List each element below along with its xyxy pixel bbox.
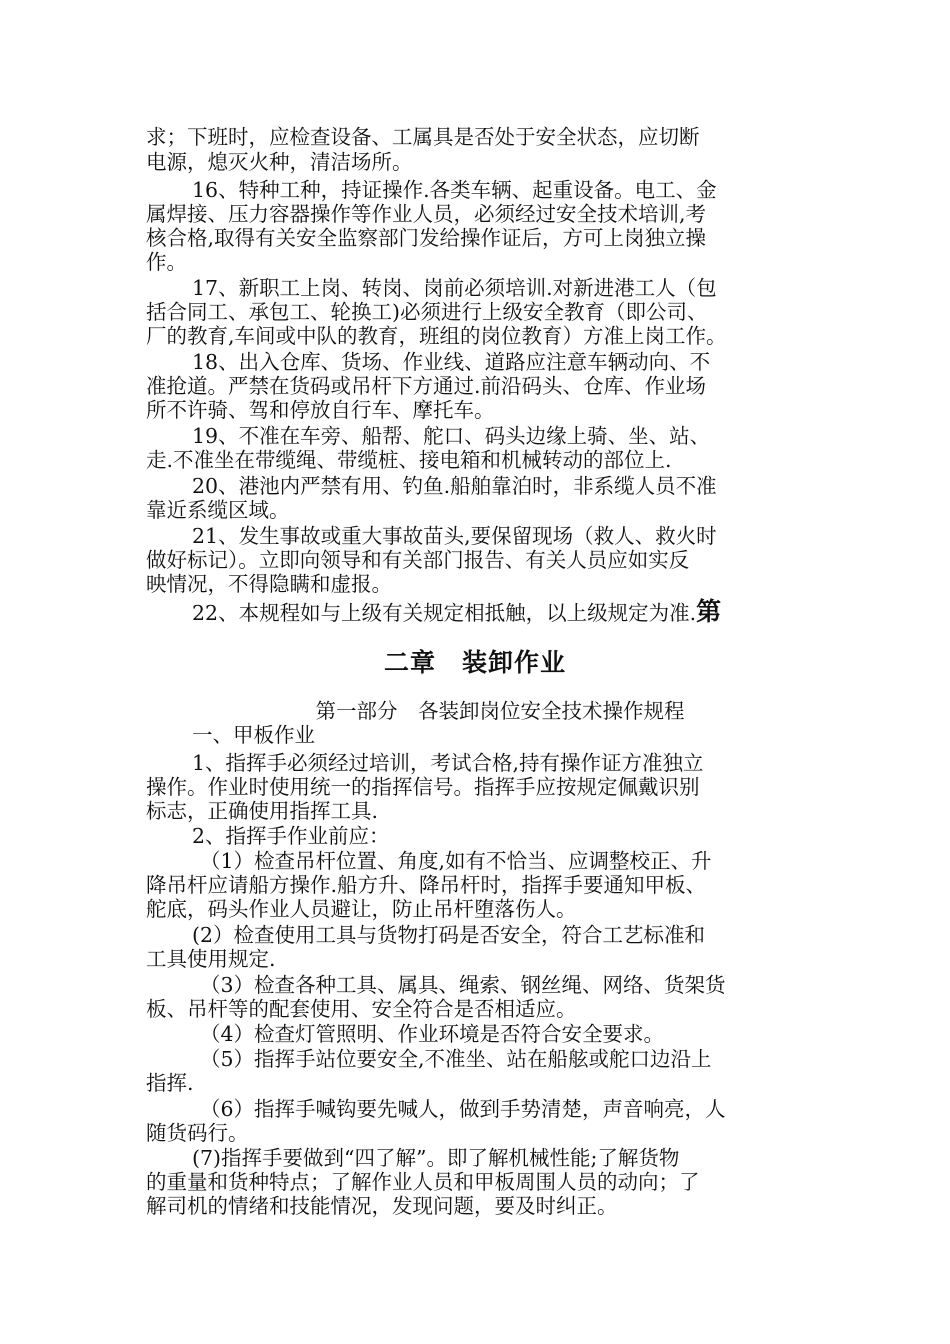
text-line: 21、发生事故或重大事故苗头,要保留现场（救人、救火时 xyxy=(192,524,717,548)
text-line: 舵底，码头作业人员避让，防止吊杆堕落伤人。 xyxy=(146,897,577,921)
text-line: 所不许骑、驾和停放自行车、摩托车。 xyxy=(146,398,495,422)
text-line: 厂的教育,车间或中队的教育，班组的岗位教育）方准上岗工作。 xyxy=(146,324,727,348)
text-line: 20、港池内严禁有用、钓鱼.船舶靠泊时，非系缆人员不准 xyxy=(192,474,717,498)
text-line: 22、本规程如与上级有关规定相抵触，以上级规定为准. xyxy=(192,601,697,625)
text-line: 指挥. xyxy=(146,1071,194,1095)
text-line: 1、指挥手必须经过培训，考试合格,持有操作证方准独立 xyxy=(192,751,704,775)
text-line: 工具使用规定. xyxy=(146,947,276,971)
text-line: 19、不准在车旁、船帮、舵口、码头边缘上骑、坐、站、 xyxy=(192,424,711,448)
text-line: 准抢道。严禁在货码或吊杆下方通过.前沿码头、仓库、作业场 xyxy=(146,374,707,398)
text-line: 解司机的情绪和技能情况，发现问题，要及时纠正。 xyxy=(146,1194,618,1218)
text-line: (2）检查使用工具与货物打码是否安全，符合工艺标准和 xyxy=(192,923,706,947)
text-line: 的重量和货种特点；了解作业人员和甲板周围人员的动向；了 xyxy=(146,1170,700,1194)
text-line: 标志，正确使用指挥工具. xyxy=(146,799,379,823)
text-line: 随货码行。 xyxy=(146,1121,249,1145)
text-line: （4）检查灯管照明、作业环境是否符合安全要求。 xyxy=(200,1022,665,1046)
text-line: 电源，熄灭火种，清洁场所。 xyxy=(146,150,413,174)
chapter-title-prefix: 第 xyxy=(696,597,723,626)
text-line: 作。 xyxy=(146,250,187,274)
text-line: 17、新职工上岗、转岗、岗前必须培训.对新进港工人（包 xyxy=(192,276,717,300)
text-line: 做好标记）。立即向领导和有关部门报告、有关人员应如实反 xyxy=(146,548,690,572)
section-title: 第一部分 各装卸岗位安全技术操作规程 xyxy=(315,699,685,723)
text-line: 靠近系缆区域。 xyxy=(146,498,290,522)
text-line: （5）指挥手站位要安全,不准坐、站在船舷或舵口边沿上 xyxy=(200,1047,712,1071)
text-line: 18、出入仓库、货场、作业线、道路应注意车辆动向、不 xyxy=(192,350,711,374)
text-line: 括合同工、承包工、轮换工)必须进行上级安全教育（即公司、 xyxy=(146,300,708,324)
text-line: 属焊接、压力容器操作等作业人员，必须经过安全技术培训,考 xyxy=(146,202,707,226)
text-line: （6）指挥手喊钩要先喊人，做到手势清楚，声音响亮，人 xyxy=(200,1097,726,1121)
text-line: 走.不准坐在带缆绳、带缆桩、接电箱和机械转动的部位上. xyxy=(146,448,672,472)
text-line: 操作。作业时使用统一的指挥信号。指挥手应按规定佩戴识别 xyxy=(146,775,700,799)
last-rule-line xyxy=(192,597,723,626)
subsection-heading: 一、甲板作业 xyxy=(192,723,315,747)
text-line: 16、特种工种，持证操作.各类车辆、起重设备。电工、金 xyxy=(192,178,717,202)
text-line: (7)指挥手要做到“四了解”。即了解机械性能;了解货物 xyxy=(192,1146,680,1170)
text-line: 映情况，不得隐瞒和虚报。 xyxy=(146,572,392,596)
text-line: （1）检查吊杆位置、角度,如有不恰当、应调整校正、升 xyxy=(200,849,712,873)
text-line: 板、吊杆等的配套使用、安全符合是否相适应。 xyxy=(146,997,577,1021)
text-line: 2、指挥手作业前应： xyxy=(192,824,390,848)
text-line: 求；下班时，应检查设备、工属具是否处于安全状态，应切断 xyxy=(146,125,700,149)
chapter-title: 二章 装卸作业 xyxy=(383,648,566,677)
text-line: 核合格,取得有关安全监察部门发给操作证后，方可上岗独立操 xyxy=(146,226,707,250)
text-line: （3）检查各种工具、属具、绳索、钢丝绳、网络、货架货 xyxy=(200,973,726,997)
text-line: 降吊杆应请船方操作.船方升、降吊杆时，指挥手要通知甲板、 xyxy=(146,873,707,897)
